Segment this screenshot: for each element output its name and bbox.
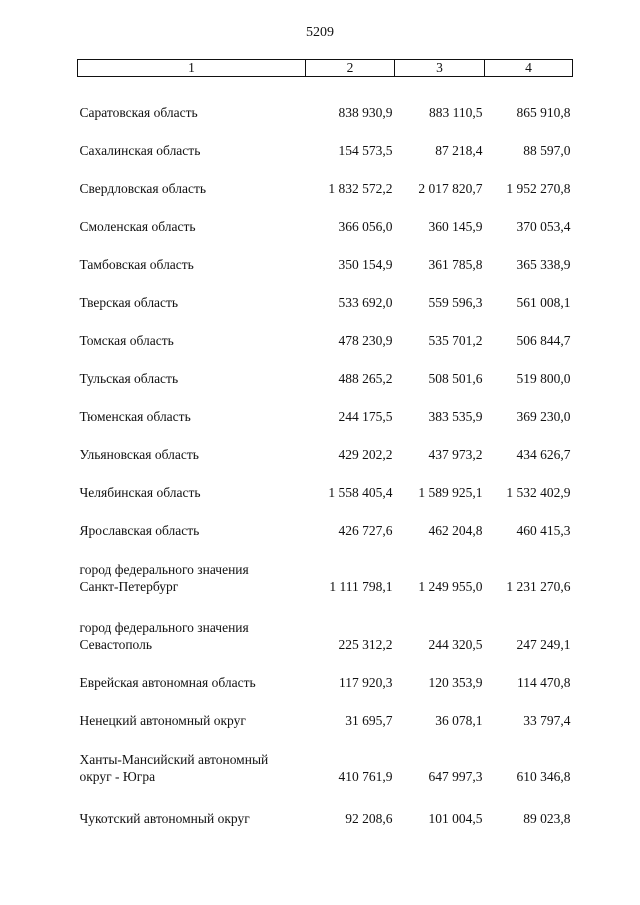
value-col-2: 31 695,7 bbox=[345, 712, 393, 728]
region-name-line-1: город федерального значения bbox=[79, 561, 249, 577]
value-col-2: 533 692,0 bbox=[338, 294, 393, 310]
value-col-3: 360 145,9 bbox=[428, 218, 483, 234]
table-row bbox=[78, 463, 573, 501]
region-name bbox=[78, 595, 306, 653]
value-col-4: 89 023,8 bbox=[523, 810, 571, 826]
value-col-4: 247 249,1 bbox=[516, 636, 571, 652]
value-col-3: 559 596,3 bbox=[428, 294, 483, 310]
value-col-2: 92 208,6 bbox=[345, 810, 393, 826]
table-row bbox=[78, 311, 573, 349]
value-col-3: 120 353,9 bbox=[428, 674, 483, 690]
value-col-4: 460 415,3 bbox=[516, 522, 571, 538]
value-col-3: 535 701,2 bbox=[428, 332, 483, 348]
value-col-3: 462 204,8 bbox=[428, 522, 483, 538]
value-col-3: 361 785,8 bbox=[428, 256, 483, 272]
value-col-4: 365 338,9 bbox=[516, 256, 571, 272]
value-col-3: 1 249 955,0 bbox=[418, 578, 483, 594]
value-col-3: 508 501,6 bbox=[428, 370, 483, 386]
region-name-line-2: округ - Югра bbox=[79, 768, 156, 784]
value-col-2: 117 920,3 bbox=[339, 674, 393, 690]
column-header-2: 2 bbox=[306, 60, 395, 77]
region-name: Тульская область bbox=[79, 370, 179, 386]
region-name: Челябинская область bbox=[79, 484, 201, 500]
value-col-2: 478 230,9 bbox=[338, 332, 393, 348]
region-name: Тюменская область bbox=[79, 408, 191, 424]
value-col-2: 838 930,9 bbox=[338, 104, 393, 120]
region-name bbox=[78, 539, 306, 595]
value-col-4: 506 844,7 bbox=[516, 332, 571, 348]
value-col-3: 36 078,1 bbox=[435, 712, 483, 728]
region-name-line-2: Севастополь bbox=[79, 636, 153, 652]
table-row bbox=[78, 425, 573, 463]
table-row bbox=[78, 349, 573, 387]
table-row bbox=[78, 501, 573, 539]
column-header-3: 3 bbox=[395, 60, 485, 77]
region-name: Томская область bbox=[79, 332, 174, 348]
value-col-3: 383 535,9 bbox=[428, 408, 483, 424]
region-name bbox=[78, 729, 306, 785]
region-name: Еврейская автономная область bbox=[79, 674, 256, 690]
value-col-2: 154 573,5 bbox=[338, 142, 393, 158]
table-row bbox=[78, 653, 573, 691]
region-name: Свердловская область bbox=[79, 180, 206, 196]
table-row bbox=[78, 121, 573, 159]
value-col-3: 101 004,5 bbox=[428, 810, 483, 826]
table-row bbox=[78, 197, 573, 235]
table-row bbox=[78, 387, 573, 425]
region-name: Тверская область bbox=[79, 294, 179, 310]
value-col-2: 1 832 572,2 bbox=[328, 180, 393, 196]
value-col-4: 434 626,7 bbox=[516, 446, 571, 462]
table-row bbox=[78, 595, 573, 653]
value-col-2: 429 202,2 bbox=[338, 446, 393, 462]
region-name: Саратовская область bbox=[79, 104, 198, 120]
region-name: Ярославская область bbox=[79, 522, 200, 538]
value-col-3: 437 973,2 bbox=[428, 446, 483, 462]
region-name: Чукотский автономный округ bbox=[79, 810, 250, 826]
value-col-3: 244 320,5 bbox=[428, 636, 483, 652]
value-col-4: 1 532 402,9 bbox=[506, 484, 571, 500]
value-col-4: 561 008,1 bbox=[516, 294, 571, 310]
region-name: Сахалинская область bbox=[79, 142, 201, 158]
value-col-4: 88 597,0 bbox=[523, 142, 571, 158]
value-col-3: 647 997,3 bbox=[428, 768, 483, 784]
value-col-2: 350 154,9 bbox=[338, 256, 393, 272]
value-col-2: 366 056,0 bbox=[338, 218, 393, 234]
value-col-2: 244 175,5 bbox=[338, 408, 393, 424]
value-col-3: 883 110,5 bbox=[429, 104, 483, 120]
value-col-2: 488 265,2 bbox=[338, 370, 393, 386]
page-number: 5209 bbox=[306, 25, 334, 40]
value-col-3: 1 589 925,1 bbox=[418, 484, 483, 500]
table-row bbox=[78, 159, 573, 197]
region-name: Ульяновская область bbox=[79, 446, 199, 462]
table-row bbox=[78, 235, 573, 273]
value-col-3: 2 017 820,7 bbox=[418, 180, 483, 196]
table-row bbox=[78, 729, 573, 785]
value-col-2: 1 558 405,4 bbox=[328, 484, 393, 500]
value-col-4: 114 470,8 bbox=[517, 674, 571, 690]
region-name-line-1: Ханты-Мансийский автономный bbox=[79, 751, 269, 767]
value-col-2: 225 312,2 bbox=[338, 636, 393, 652]
column-header-1: 1 bbox=[78, 60, 306, 77]
table-row bbox=[78, 273, 573, 311]
table-header bbox=[78, 60, 573, 77]
region-name: Ненецкий автономный округ bbox=[79, 712, 246, 728]
value-col-4: 370 053,4 bbox=[516, 218, 571, 234]
value-col-2: 410 761,9 bbox=[338, 768, 393, 784]
region-name: Тамбовская область bbox=[79, 256, 194, 272]
table-row bbox=[78, 77, 573, 121]
table-row bbox=[78, 539, 573, 595]
value-col-2: 1 111 798,1 bbox=[329, 578, 393, 594]
table-row bbox=[78, 785, 573, 827]
value-col-4: 369 230,0 bbox=[516, 408, 571, 424]
value-col-4: 1 231 270,6 bbox=[506, 578, 571, 594]
column-header-4: 4 bbox=[485, 60, 573, 77]
value-col-4: 519 800,0 bbox=[516, 370, 571, 386]
value-col-4: 33 797,4 bbox=[523, 712, 571, 728]
value-col-2: 426 727,6 bbox=[338, 522, 393, 538]
value-col-3: 87 218,4 bbox=[435, 142, 483, 158]
table-row bbox=[78, 691, 573, 729]
region-name-line-1: город федерального значения bbox=[79, 619, 249, 635]
region-name-line-2: Санкт-Петербург bbox=[79, 578, 179, 594]
budget-table bbox=[77, 59, 573, 827]
value-col-4: 1 952 270,8 bbox=[506, 180, 571, 196]
region-name: Смоленская область bbox=[79, 218, 196, 234]
value-col-4: 610 346,8 bbox=[516, 768, 571, 784]
value-col-4: 865 910,8 bbox=[516, 104, 571, 120]
